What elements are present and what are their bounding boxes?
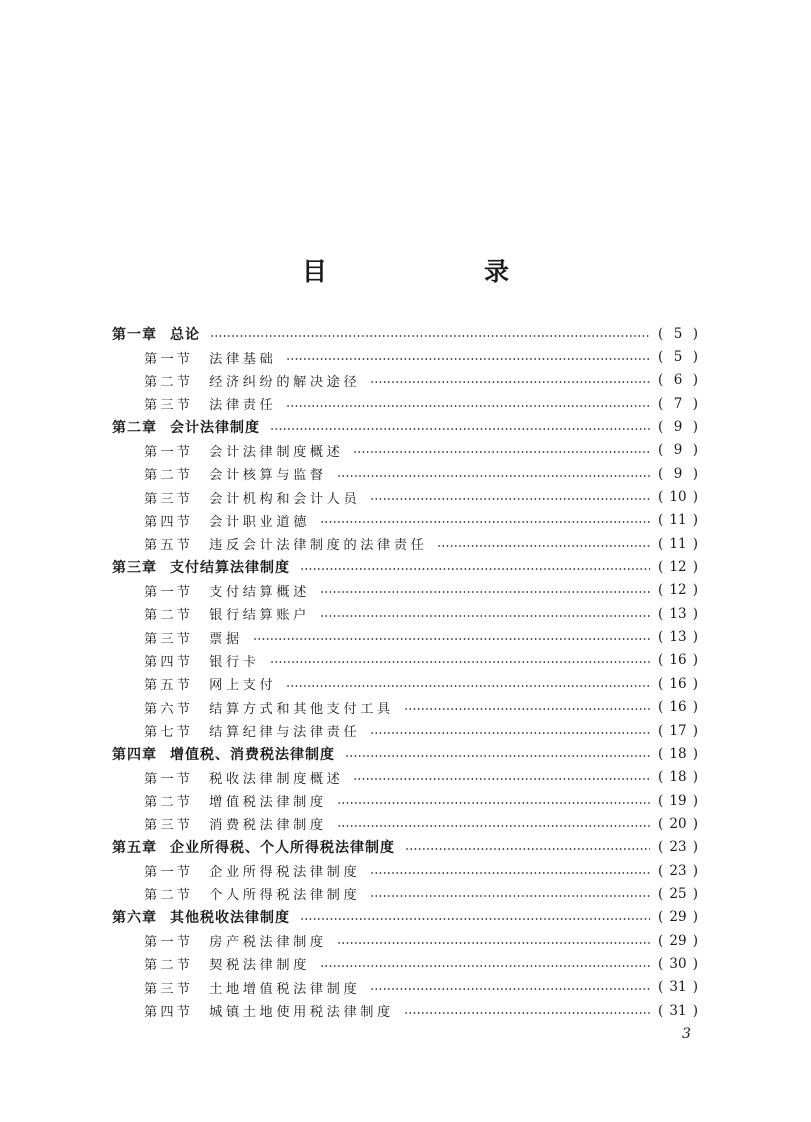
dot-leader <box>286 405 650 407</box>
page-ref-number: 29 <box>669 932 687 949</box>
page-reference <box>658 419 698 435</box>
section-title: 税收法律制度概述 <box>209 771 344 787</box>
dot-leader <box>370 895 650 897</box>
page-reference <box>658 582 698 598</box>
close-paren: ) <box>692 629 698 646</box>
page-ref-number: 10 <box>669 489 687 506</box>
page-reference <box>658 793 698 809</box>
toc-section-row[interactable] <box>112 929 698 952</box>
dot-leader <box>270 428 650 430</box>
dot-leader <box>353 451 650 453</box>
toc-section-row[interactable] <box>112 649 698 672</box>
chapter-title: 支付结算法律制度 <box>170 560 290 577</box>
dot-leader <box>370 872 650 874</box>
page-ref-number: 11 <box>669 535 687 552</box>
open-paren: ( <box>658 745 664 762</box>
section-title: 支付结算概述 <box>209 584 310 600</box>
section-number: 第四节 <box>144 654 194 670</box>
page-reference <box>658 489 698 505</box>
close-paren: ) <box>692 582 698 599</box>
chapter-title: 企业所得税、个人所得税法律制度 <box>170 840 395 857</box>
table-of-contents <box>112 322 698 1022</box>
page-reference <box>658 466 698 482</box>
dot-leader <box>286 358 650 360</box>
open-paren: ( <box>658 559 664 576</box>
dot-leader <box>404 708 650 710</box>
close-paren: ) <box>692 349 698 366</box>
section-number: 第五节 <box>144 678 194 694</box>
page-ref-number: 23 <box>669 839 687 856</box>
section-title: 城镇土地使用税法律制度 <box>209 1005 394 1021</box>
toc-section-row[interactable] <box>112 719 698 742</box>
page-ref-number: 13 <box>669 605 687 622</box>
page-reference <box>658 699 698 715</box>
section-number: 第二节 <box>144 958 194 974</box>
open-paren: ( <box>658 652 664 669</box>
page-reference <box>658 723 698 739</box>
page-ref-number: 30 <box>669 955 687 972</box>
page-ref-number: 29 <box>669 909 687 926</box>
toc-section-row[interactable] <box>112 882 698 905</box>
page-ref-number: 25 <box>669 885 687 902</box>
toc-chapter-row[interactable] <box>112 322 698 345</box>
close-paren: ) <box>692 512 698 529</box>
dot-leader <box>404 1012 650 1014</box>
dot-leader <box>320 965 650 967</box>
chapter-number: 第二章 <box>112 420 157 437</box>
open-paren: ( <box>658 885 664 902</box>
section-title: 增值税法律制度 <box>209 795 327 811</box>
section-title: 网上支付 <box>209 678 277 694</box>
toc-section-row[interactable] <box>112 999 698 1022</box>
page-reference <box>658 839 698 855</box>
page-ref-number: 17 <box>669 722 687 739</box>
section-number: 第三节 <box>144 981 194 997</box>
toc-section-row[interactable] <box>112 812 698 835</box>
open-paren: ( <box>658 979 664 996</box>
page-reference <box>658 909 698 925</box>
section-number: 第一节 <box>144 351 194 367</box>
open-paren: ( <box>658 629 664 646</box>
chapter-title: 其他税收法律制度 <box>170 910 290 927</box>
page-ref-number: 6 <box>673 372 683 389</box>
page-ref-number: 31 <box>669 979 687 996</box>
toc-chapter-row[interactable] <box>112 836 698 859</box>
chapter-number: 第三章 <box>112 560 157 577</box>
page-ref-number: 16 <box>669 652 687 669</box>
page-ref-number: 16 <box>669 675 687 692</box>
section-number: 第三节 <box>144 491 194 507</box>
close-paren: ) <box>692 605 698 622</box>
page-reference <box>658 326 698 342</box>
toc-section-row[interactable] <box>112 579 698 602</box>
open-paren: ( <box>658 582 664 599</box>
dot-leader <box>320 521 650 523</box>
open-paren: ( <box>658 395 664 412</box>
page-ref-number: 9 <box>673 419 683 436</box>
page-reference <box>658 652 698 668</box>
open-paren: ( <box>658 769 664 786</box>
toc-section-row[interactable] <box>112 766 698 789</box>
section-number: 第三节 <box>144 631 194 647</box>
page-reference <box>658 606 698 622</box>
section-number: 第一节 <box>144 771 194 787</box>
page-ref-number: 18 <box>669 745 687 762</box>
page-reference <box>658 536 698 552</box>
section-title: 契税法律制度 <box>209 958 310 974</box>
dot-leader <box>370 988 650 990</box>
page-reference <box>658 886 698 902</box>
page-ref-number: 19 <box>669 792 687 809</box>
section-title: 会计职业道德 <box>209 514 310 530</box>
close-paren: ) <box>692 465 698 482</box>
close-paren: ) <box>692 1002 698 1019</box>
page-ref-number: 9 <box>673 442 683 459</box>
page-reference <box>658 512 698 528</box>
open-paren: ( <box>658 512 664 529</box>
section-number: 第四节 <box>144 514 194 530</box>
page-reference <box>658 863 698 879</box>
section-number: 第六节 <box>144 701 194 717</box>
open-paren: ( <box>658 792 664 809</box>
open-paren: ( <box>658 839 664 856</box>
dot-leader <box>337 475 650 477</box>
close-paren: ) <box>692 885 698 902</box>
close-paren: ) <box>692 535 698 552</box>
close-paren: ) <box>692 372 698 389</box>
toc-section-row[interactable] <box>112 952 698 975</box>
open-paren: ( <box>658 955 664 972</box>
close-paren: ) <box>692 559 698 576</box>
section-number: 第三节 <box>144 398 194 414</box>
dot-leader <box>320 615 650 617</box>
dot-leader <box>337 802 650 804</box>
dot-leader <box>337 825 650 827</box>
toc-section-row[interactable] <box>112 345 698 368</box>
page-ref-number: 12 <box>669 559 687 576</box>
toc-section-row[interactable] <box>112 509 698 532</box>
close-paren: ) <box>692 909 698 926</box>
close-paren: ) <box>692 769 698 786</box>
page-reference <box>658 676 698 692</box>
close-paren: ) <box>692 442 698 459</box>
open-paren: ( <box>658 605 664 622</box>
close-paren: ) <box>692 325 698 342</box>
section-number: 第三节 <box>144 818 194 834</box>
section-number: 第七节 <box>144 725 194 741</box>
page-ref-number: 9 <box>673 465 683 482</box>
dot-leader <box>270 661 650 663</box>
close-paren: ) <box>692 839 698 856</box>
section-number: 第二节 <box>144 374 194 390</box>
toc-chapter-row[interactable] <box>112 555 698 578</box>
close-paren: ) <box>692 675 698 692</box>
close-paren: ) <box>692 419 698 436</box>
open-paren: ( <box>658 465 664 482</box>
close-paren: ) <box>692 955 698 972</box>
toc-section-row[interactable] <box>112 485 698 508</box>
section-title: 土地增值税法律制度 <box>209 981 361 997</box>
chapter-number: 第六章 <box>112 910 157 927</box>
close-paren: ) <box>692 652 698 669</box>
section-title: 会计核算与监督 <box>209 468 327 484</box>
page-ref-number: 18 <box>669 769 687 786</box>
dot-leader <box>210 335 650 337</box>
page-ref-number: 13 <box>669 629 687 646</box>
close-paren: ) <box>692 979 698 996</box>
open-paren: ( <box>658 349 664 366</box>
page-reference <box>658 746 698 762</box>
section-title: 会计机构和会计人员 <box>209 491 361 507</box>
close-paren: ) <box>692 722 698 739</box>
page-reference <box>658 372 698 388</box>
open-paren: ( <box>658 325 664 342</box>
section-number: 第二节 <box>144 468 194 484</box>
close-paren: ) <box>692 489 698 506</box>
chapter-number: 第四章 <box>112 746 157 763</box>
open-paren: ( <box>658 419 664 436</box>
toc-section-row[interactable] <box>112 625 698 648</box>
close-paren: ) <box>692 745 698 762</box>
toc-section-row[interactable] <box>112 602 698 625</box>
open-paren: ( <box>658 372 664 389</box>
open-paren: ( <box>658 442 664 459</box>
page-ref-number: 12 <box>669 582 687 599</box>
close-paren: ) <box>692 932 698 949</box>
section-title: 法律责任 <box>209 398 277 414</box>
close-paren: ) <box>692 395 698 412</box>
open-paren: ( <box>658 932 664 949</box>
open-paren: ( <box>658 699 664 716</box>
section-title: 票据 <box>209 631 243 647</box>
page-ref-number: 5 <box>673 349 683 366</box>
section-title: 企业所得税法律制度 <box>209 865 361 881</box>
page-reference <box>658 442 698 458</box>
toc-chapter-row[interactable] <box>112 906 698 929</box>
page-reference <box>658 396 698 412</box>
chapter-title: 增值税、消费税法律制度 <box>170 746 335 763</box>
dot-leader <box>353 778 650 780</box>
toc-section-row[interactable] <box>112 976 698 999</box>
toc-section-row[interactable] <box>112 672 698 695</box>
section-title: 会计法律制度概述 <box>209 444 344 460</box>
section-title: 违反会计法律制度的法律责任 <box>209 538 428 554</box>
section-title: 结算方式和其他支付工具 <box>209 701 394 717</box>
open-paren: ( <box>658 909 664 926</box>
toc-chapter-row[interactable] <box>112 415 698 438</box>
toc-section-row[interactable] <box>112 789 698 812</box>
page-ref-number: 20 <box>669 815 687 832</box>
page-ref-number: 7 <box>673 395 683 412</box>
section-title: 法律基础 <box>209 351 277 367</box>
section-number: 第四节 <box>144 1005 194 1021</box>
page-reference <box>658 979 698 995</box>
toc-section-row[interactable] <box>112 369 698 392</box>
open-paren: ( <box>658 535 664 552</box>
dot-leader <box>405 848 650 850</box>
section-title: 银行结算账户 <box>209 608 310 624</box>
section-title: 消费税法律制度 <box>209 818 327 834</box>
section-title: 银行卡 <box>209 654 260 670</box>
dot-leader <box>286 685 650 687</box>
dot-leader <box>437 545 650 547</box>
dot-leader <box>370 498 650 500</box>
dot-leader <box>370 732 650 734</box>
dot-leader <box>370 381 650 383</box>
page-ref-number: 16 <box>669 699 687 716</box>
close-paren: ) <box>692 815 698 832</box>
close-paren: ) <box>692 699 698 716</box>
dot-leader <box>337 942 650 944</box>
toc-section-row[interactable] <box>112 462 698 485</box>
section-number: 第二节 <box>144 608 194 624</box>
section-number: 第一节 <box>144 865 194 881</box>
page-reference <box>658 629 698 645</box>
page-reference <box>658 816 698 832</box>
section-title: 房产税法律制度 <box>209 935 327 951</box>
page-reference <box>658 769 698 785</box>
dot-leader <box>345 755 650 757</box>
dot-leader <box>300 568 650 570</box>
page-reference <box>658 349 698 365</box>
toc-section-row[interactable] <box>112 859 698 882</box>
page-reference <box>658 559 698 575</box>
page-reference <box>658 956 698 972</box>
chapter-number: 第一章 <box>112 326 157 343</box>
section-number: 第一节 <box>144 935 194 951</box>
open-paren: ( <box>658 675 664 692</box>
page-ref-number: 11 <box>669 512 687 529</box>
section-number: 第二节 <box>144 888 194 904</box>
chapter-title: 总论 <box>170 326 200 343</box>
close-paren: ) <box>692 862 698 879</box>
section-title: 结算纪律与法律责任 <box>209 725 361 741</box>
open-paren: ( <box>658 815 664 832</box>
dot-leader <box>320 591 650 593</box>
page-reference <box>658 933 698 949</box>
dot-leader <box>300 918 650 920</box>
page-number: 3 <box>682 1026 691 1042</box>
page-ref-number: 23 <box>669 862 687 879</box>
section-number: 第二节 <box>144 795 194 811</box>
section-number: 第一节 <box>144 584 194 600</box>
section-number: 第五节 <box>144 538 194 554</box>
toc-section-row[interactable] <box>112 392 698 415</box>
chapter-title: 会计法律制度 <box>170 420 260 437</box>
page-ref-number: 5 <box>673 325 683 342</box>
page-reference <box>658 1003 698 1019</box>
open-paren: ( <box>658 489 664 506</box>
page-ref-number: 31 <box>669 1002 687 1019</box>
section-title: 个人所得税法律制度 <box>209 888 361 904</box>
section-number: 第一节 <box>144 444 194 460</box>
open-paren: ( <box>658 1002 664 1019</box>
chapter-number: 第五章 <box>112 840 157 857</box>
toc-section-row[interactable] <box>112 439 698 462</box>
section-title: 经济纠纷的解决途径 <box>209 374 361 390</box>
toc-section-row[interactable] <box>112 532 698 555</box>
open-paren: ( <box>658 722 664 739</box>
dot-leader <box>253 638 650 640</box>
toc-chapter-row[interactable] <box>112 742 698 765</box>
page-title: 目 录 <box>301 257 575 286</box>
close-paren: ) <box>692 792 698 809</box>
open-paren: ( <box>658 862 664 879</box>
toc-section-row[interactable] <box>112 696 698 719</box>
